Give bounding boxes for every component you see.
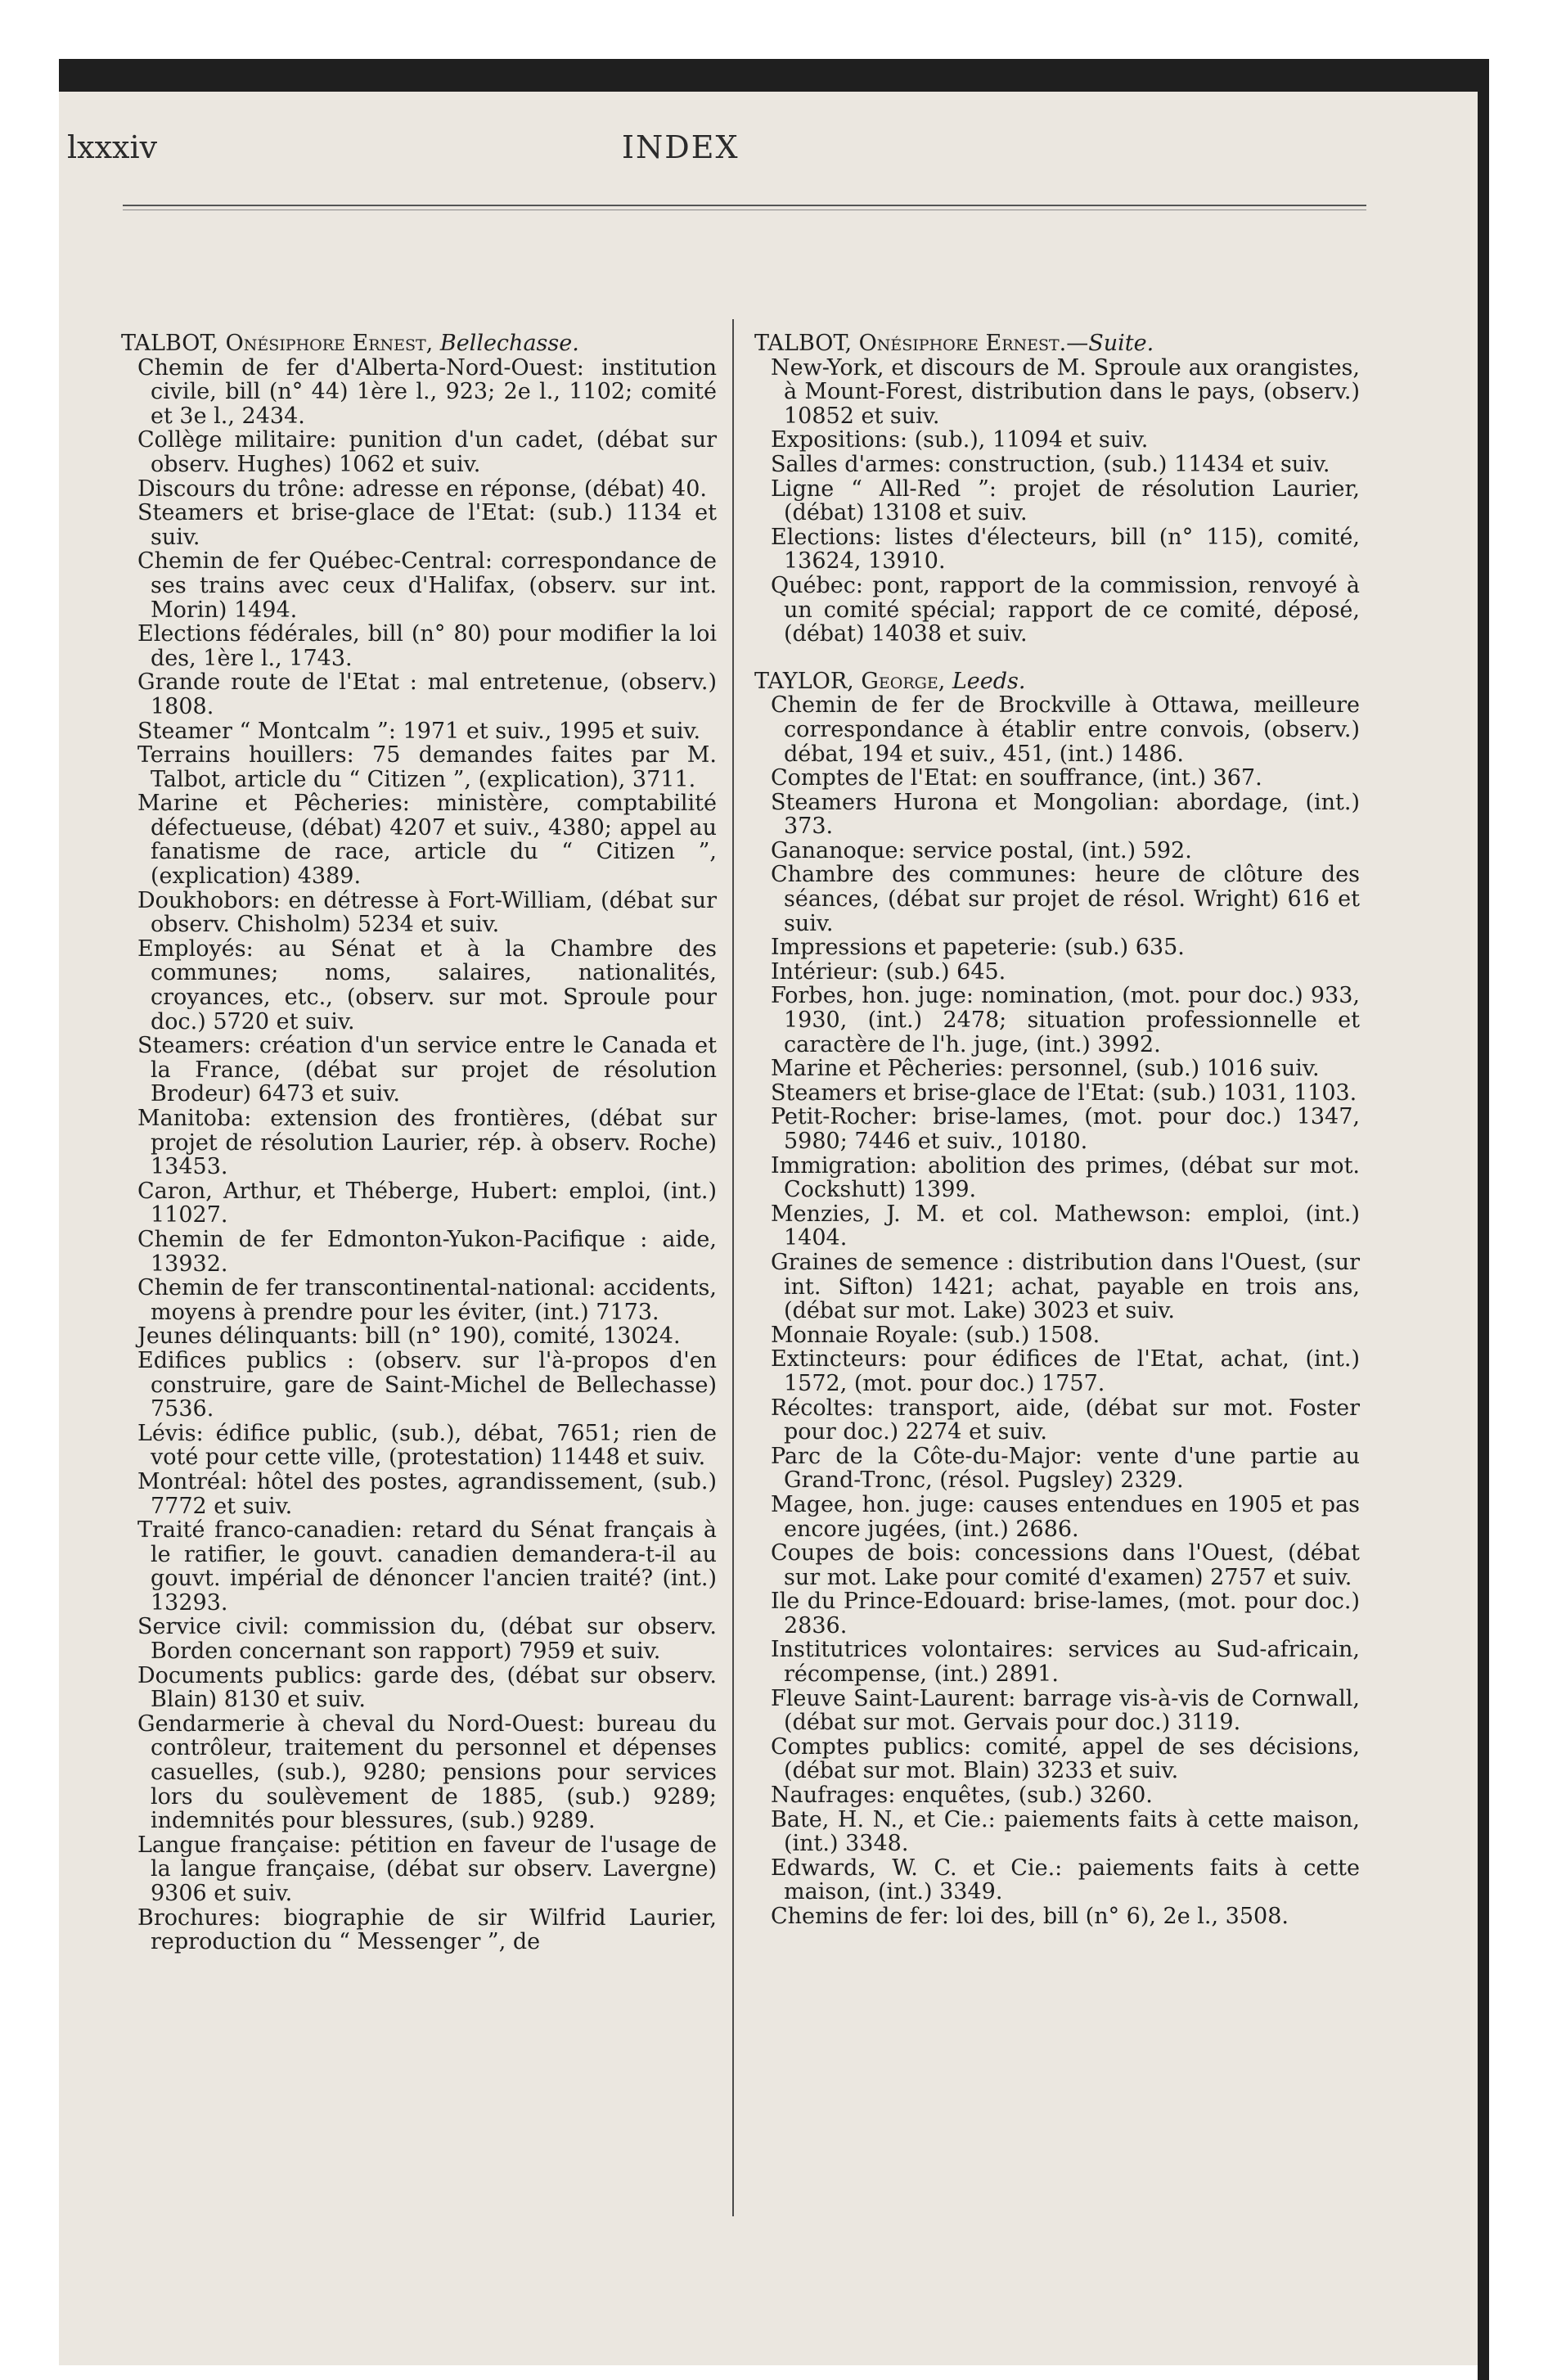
index-entry: Edifices publics : (observ. sur l'à-propos d'en construire, gare de Saint-Michel de Bellechasse) 7536.: [137, 1347, 717, 1422]
index-entry: Discours du trône: adresse en réponse, (débat) 40.: [137, 476, 707, 502]
index-entry: Employés: au Sénat et à la Chambre des communes; noms, salaires, nationalités, croyances, etc., (observ. sur mot. Sproule pour doc.) 5720 et suiv.: [137, 935, 717, 1034]
index-entry: Gendarmerie à cheval du Nord-Ouest: bureau du contrôleur, traitement du personnel et dépenses casuelles, (sub.), 9280; pensions pour services lors du soulèvement de 1885, (sub.) 9289; indemnités pour blessures, (sub.) 9289.: [137, 1711, 717, 1834]
heading-name: TAYLOR, George,: [754, 668, 946, 694]
index-entry: Chemin de fer Québec-Central: correspondance de ses trains avec ceux d'Halifax, (observ. sur int. Morin) 1494.: [137, 548, 717, 623]
index-entry: Chemin de fer transcontinental-national: accidents, moyens à prendre pour les éviter, (int.) 7173.: [137, 1275, 717, 1325]
scan-right-border: [1478, 59, 1489, 2380]
index-heading-talbot-suite: [754, 331, 1360, 356]
index-entry: Forbes, hon. juge: nomination, (mot. pour doc.) 933, 1930, (int.) 2478; situation professionnelle et caractère de l'h. juge, (int.) 3992.: [771, 983, 1360, 1057]
index-entry: Manitoba: extension des frontières, (débat sur projet de résolution Laurier, rép. à observ. Roche) 13453.: [137, 1106, 717, 1180]
index-entry: Intérieur: (sub.) 645.: [771, 958, 1006, 985]
index-entry: Doukhobors: en détresse à Fort-William, (débat sur observ. Chisholm) 5234 et suiv.: [137, 887, 717, 938]
index-entry: Edwards, W. C. et Cie.: paiements faits à cette maison, (int.) 3349.: [771, 1855, 1360, 1905]
index-entry: Petit-Rocher: brise-lames, (mot. pour doc.) 1347, 5980; 7446 et suiv., 10180.: [771, 1104, 1360, 1154]
index-entry: Chambre des communes: heure de clôture des séances, (débat sur projet de résol. Wright) 616 et suiv.: [771, 862, 1360, 936]
heading-constituency: Leeds.: [952, 668, 1026, 694]
index-entry: Immigration: abolition des primes, (débat sur mot. Cockshutt) 1399.: [771, 1152, 1360, 1203]
index-entry: Impressions et papeterie: (sub.) 635.: [771, 935, 1185, 961]
index-entry: Collège militaire: punition d'un cadet, (débat sur observ. Hughes) 1062 et suiv.: [137, 427, 717, 477]
heading-name: TALBOT, Onésiphore Ernest.—: [754, 331, 1089, 356]
scan-top-border: [59, 59, 1489, 92]
heading-name: TALBOT, Onésiphore Ernest,: [121, 331, 434, 356]
index-entry: Magee, hon. juge: causes entendues en 1905 et pas encore jugées, (int.) 2686.: [771, 1491, 1360, 1542]
left-column: [121, 331, 717, 1954]
section-gap: [754, 647, 1360, 669]
column-divider: [732, 319, 734, 2216]
index-heading-talbot: [121, 331, 717, 356]
heading-constituency: Bellechasse.: [439, 331, 579, 356]
index-entry: Salles d'armes: construction, (sub.) 11434 et suiv.: [771, 451, 1330, 477]
index-entry: Elections fédérales, bill (n° 80) pour modifier la loi des, 1ère l., 1743.: [137, 621, 717, 671]
index-entry: Ile du Prince-Edouard: brise-lames, (mot. pour doc.) 2836.: [771, 1589, 1360, 1639]
index-heading-taylor: [754, 669, 1360, 694]
index-entry: Steamers et brise-glace de l'Etat: (sub.) 1031, 1103.: [771, 1080, 1357, 1106]
index-entry: Coupes de bois: concessions dans l'Ouest, (débat sur mot. Lake pour comité d'examen) 2757 et suiv.: [771, 1540, 1360, 1590]
index-entry: Grande route de l'Etat : mal entretenue, (observ.) 1808.: [137, 669, 717, 719]
index-entry: Jeunes délinquants: bill (n° 190), comité, 13024.: [137, 1323, 681, 1350]
index-entry: Institutrices volontaires: services au Sud-africain, récompense, (int.) 2891.: [771, 1637, 1360, 1688]
index-entry: Terrains houillers: 75 demandes faites par M. Talbot, article du “ Citizen ”, (explication), 3711.: [137, 742, 717, 792]
index-entry: Elections: listes d'électeurs, bill (n° 115), comité, 13624, 13910.: [771, 524, 1360, 575]
index-entry: Comptes de l'Etat: en souffrance, (int.) 367.: [771, 765, 1262, 791]
index-entry: Marine et Pêcheries: ministère, comptabilité défectueuse, (débat) 4207 et suiv., 4380; appel au fanatisme de race, article du “ Citizen ”, (explication) 4389.: [137, 791, 717, 890]
right-entry-list-1: [754, 356, 1360, 647]
page-title: INDEX: [622, 129, 740, 165]
index-entry: Brochures: biographie de sir Wilfrid Laurier, reproduction du “ Messenger ”, de: [137, 1904, 717, 1955]
index-entry: Steamers Hurona et Mongolian: abordage, (int.) 373.: [771, 789, 1360, 840]
index-entry: Extincteurs: pour édifices de l'Etat, achat, (int.) 1572, (mot. pour doc.) 1757.: [771, 1346, 1360, 1396]
index-entry: Fleuve Saint-Laurent: barrage vis-à-vis de Cornwall, (débat sur mot. Gervais pour doc.) 3119.: [771, 1685, 1360, 1736]
index-entry: New-York, et discours de M. Sproule aux orangistes, à Mount-Forest, distribution dans le pays, (observ.) 10852 et suiv.: [771, 354, 1360, 429]
index-entry: Bate, H. N., et Cie.: paiements faits à cette maison, (int.) 3348.: [771, 1806, 1360, 1857]
index-entry: Steamers et brise-glace de l'Etat: (sub.) 1134 et suiv.: [137, 500, 717, 550]
header-rule: [123, 205, 1366, 206]
index-entry: Ligne “ All-Red ”: projet de résolution Laurier, (débat) 13108 et suiv.: [771, 476, 1360, 526]
index-entry: Naufrages: enquêtes, (sub.) 3260.: [771, 1783, 1153, 1809]
index-entry: Steamer “ Montcalm ”: 1971 et suiv., 1995 et suiv.: [137, 718, 701, 744]
index-entry: Steamers: création d'un service entre le Canada et la France, (débat sur projet de résolution Brodeur) 6473 et suiv.: [137, 1033, 717, 1107]
heading-suffix: Suite.: [1088, 331, 1154, 356]
index-entry: Chemin de fer d'Alberta-Nord-Ouest: institution civile, bill (n° 44) 1ère l., 923; 2e l., 1102; comité et 3e l., 2434.: [137, 354, 717, 429]
index-entry: Lévis: édifice public, (sub.), débat, 7651; rien de voté pour cette ville, (protestation) 11448 et suiv.: [137, 1420, 717, 1471]
index-entry: Graines de semence : distribution dans l'Ouest, (sur int. Sifton) 1421; achat, payable en trois ans, (débat sur mot. Lake) 3023 et suiv.: [771, 1249, 1360, 1324]
index-entry: Québec: pont, rapport de la commission, renvoyé à un comité spécial; rapport de ce comité, déposé, (débat) 14038 et suiv.: [771, 572, 1360, 647]
index-entry: Menzies, J. M. et col. Mathewson: emploi, (int.) 1404.: [771, 1201, 1360, 1251]
index-entry: Chemins de fer: loi des, bill (n° 6), 2e l., 3508.: [771, 1904, 1289, 1929]
index-entry: Monnaie Royale: (sub.) 1508.: [771, 1322, 1100, 1348]
index-entry: Documents publics: garde des, (débat sur observ. Blain) 8130 et suiv.: [137, 1662, 717, 1713]
index-entry: Gananoque: service postal, (int.) 592.: [771, 837, 1192, 863]
page-number: lxxxiv: [67, 129, 158, 165]
index-entry: Expositions: (sub.), 11094 et suiv.: [771, 427, 1149, 453]
index-entry: Marine et Pêcheries: personnel, (sub.) 1016 suiv.: [771, 1056, 1320, 1082]
index-entry: Caron, Arthur, et Théberge, Hubert: emploi, (int.) 11027.: [137, 1178, 717, 1228]
left-entry-list: [121, 356, 717, 1954]
index-entry: Chemin de fer Edmonton-Yukon-Pacifique : aide, 13932.: [137, 1226, 717, 1277]
index-entry: Comptes publics: comité, appel de ses décisions, (débat sur mot. Blain) 3233 et suiv.: [771, 1733, 1360, 1784]
right-entry-list-2: [754, 693, 1360, 1928]
index-entry: Langue française: pétition en faveur de l'usage de la langue française, (débat sur observ. Lavergne) 9306 et suiv.: [137, 1832, 717, 1906]
index-entry: Parc de la Côte-du-Major: vente d'une partie au Grand-Tronc, (résol. Pugsley) 2329.: [771, 1443, 1360, 1494]
index-entry: Chemin de fer de Brockville à Ottawa, meilleure correspondance à établir entre convois, (observ.) débat, 194 et suiv., 451, (int.) 1486.: [771, 692, 1360, 767]
index-entry: Récoltes: transport, aide, (débat sur mot. Foster pour doc.) 2274 et suiv.: [771, 1395, 1360, 1445]
index-entry: Service civil: commission du, (débat sur observ. Borden concernant son rapport) 7959 et suiv.: [137, 1614, 717, 1665]
index-entry: Montréal: hôtel des postes, agrandissement, (sub.) 7772 et suiv.: [137, 1468, 717, 1519]
index-entry: Traité franco-canadien: retard du Sénat français à le ratifier, le gouvt. canadien demandera-t-il au gouvt. impérial de dénoncer l'ancien traité? (int.) 13293.: [137, 1517, 717, 1616]
right-column: [754, 331, 1360, 1929]
